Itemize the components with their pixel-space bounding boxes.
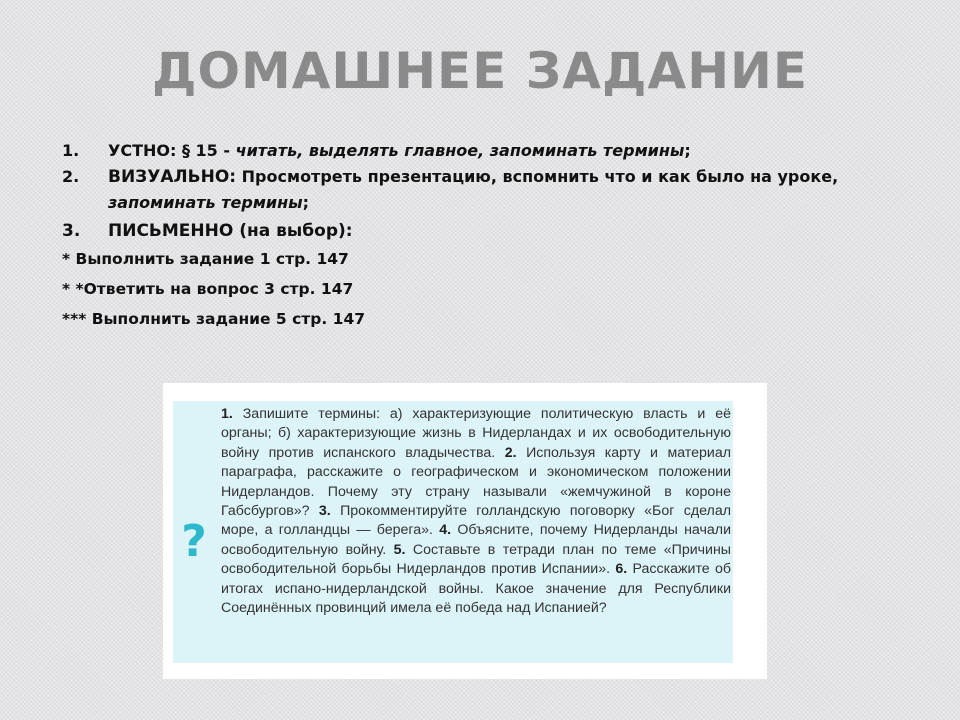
visual-instructions: запоминать термины <box>108 193 303 212</box>
list-number: 3. <box>62 221 81 241</box>
textbook-questions-panel <box>173 401 733 663</box>
option-3: *** Выполнить задание 5 стр. 147 <box>62 310 366 328</box>
textbook-excerpt-image <box>163 383 767 679</box>
question-number: 6. <box>615 561 628 578</box>
option-1: * Выполнить задание 1 стр. 147 <box>62 250 349 268</box>
list-item-oral <box>62 138 902 164</box>
oral-label: УСТНО: § 15 <box>108 141 218 160</box>
question-number: 2. <box>504 444 517 461</box>
slide-title: ДОМАШНЕЕ ЗАДАНИЕ <box>151 42 809 100</box>
question-text: Составьте в тетради план по теме «Причины освободительной борьбы Нидерландов против Испании». <box>221 541 731 578</box>
visual-label: ВИЗУАЛЬНО: <box>108 167 237 187</box>
written-label: ПИСЬМЕННО (на выбор): <box>108 221 353 241</box>
list-item-visual <box>62 164 902 216</box>
question-number: 3. <box>318 503 331 520</box>
textbook-questions-text <box>221 405 731 618</box>
question-text: Расскажите об итогах испано-нидерландской войны. Какое значение для Республики Соединённых провинций имела её победа над Испанией? <box>221 561 732 617</box>
homework-content <box>62 138 902 334</box>
question-number: 1. <box>221 406 233 422</box>
question-text: Прокомментируйте голландскую поговорку «Бог сделал море, а голландцы — берега». <box>221 503 731 539</box>
question-text: Объясните, почему Нидерланды начали освободительную войну. <box>221 522 731 558</box>
question-number: 5. <box>393 541 406 558</box>
question-mark-icon: ? <box>181 516 207 567</box>
visual-sep: , <box>832 167 839 186</box>
list-number: 2. <box>62 167 80 186</box>
oral-sep: - <box>217 141 236 160</box>
question-text: Запишите термины: а) характеризующие политическую власть и её органы; б) характеризующие жизнь в Нидерландах и их освободительную войну против испанского владычества. <box>221 406 731 461</box>
visual-end: ; <box>302 193 310 212</box>
oral-end: ; <box>684 141 691 160</box>
option-2: * *Ответить на вопрос 3 стр. 147 <box>62 280 354 298</box>
list-item-written <box>62 218 902 244</box>
question-text: Используя карту и материал параграфа, расскажите о географическом и экономическом положении Нидерландов. Почему эту страну называли «жемчужиной в короне Габсбургов»? <box>221 444 731 520</box>
list-number: 1. <box>62 141 80 160</box>
oral-instructions: читать, выделять главное, запоминать термины <box>235 141 685 160</box>
visual-text: Просмотреть презентацию, вспомнить что и как было на уроке <box>236 167 833 186</box>
question-number: 4. <box>439 522 452 539</box>
